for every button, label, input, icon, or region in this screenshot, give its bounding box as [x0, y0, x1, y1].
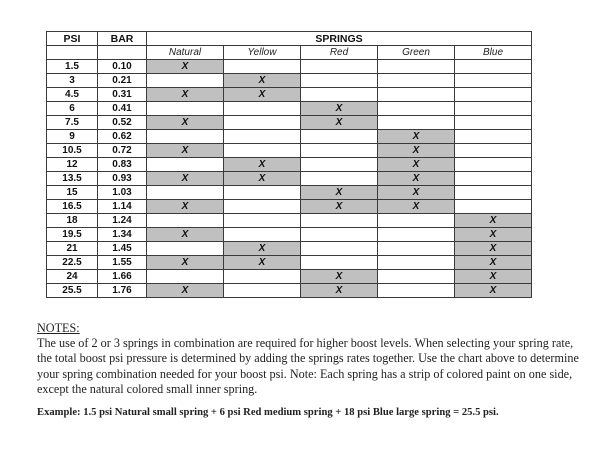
psi-cell: 19.5 — [47, 228, 98, 242]
bar-cell: 0.41 — [98, 102, 147, 116]
spring-blue-cell — [455, 158, 532, 172]
spring-natural-cell — [147, 130, 224, 144]
spring-green-header: Green — [378, 46, 455, 60]
spring-blue-cell — [455, 102, 532, 116]
table-row — [47, 214, 532, 228]
spring-yellow-cell — [224, 200, 301, 214]
spring-red-cell — [301, 228, 378, 242]
spring-green-cell — [378, 60, 455, 74]
spring-red-cell — [301, 158, 378, 172]
table-row — [47, 200, 532, 214]
spring-green-cell: X — [378, 130, 455, 144]
table-row — [47, 116, 532, 130]
spring-green-cell — [378, 74, 455, 88]
bar-subheader-blank — [98, 46, 147, 60]
psi-header: PSI — [47, 32, 98, 46]
spring-blue-cell — [455, 74, 532, 88]
bar-cell: 1.66 — [98, 270, 147, 284]
spring-natural-cell: X — [147, 228, 224, 242]
spring-blue-cell — [455, 186, 532, 200]
bar-cell: 1.45 — [98, 242, 147, 256]
spring-yellow-cell: X — [224, 256, 301, 270]
spring-green-cell — [378, 270, 455, 284]
spring-red-cell — [301, 60, 378, 74]
spring-blue-cell: X — [455, 228, 532, 242]
spring-yellow-cell — [224, 144, 301, 158]
bar-cell: 1.03 — [98, 186, 147, 200]
table-row — [47, 144, 532, 158]
notes-section — [37, 321, 582, 420]
spring-blue-cell: X — [455, 242, 532, 256]
bar-cell: 0.21 — [98, 74, 147, 88]
spring-red-cell — [301, 256, 378, 270]
spring-red-cell — [301, 214, 378, 228]
spring-blue-header: Blue — [455, 46, 532, 60]
spring-green-cell: X — [378, 200, 455, 214]
spring-natural-header: Natural — [147, 46, 224, 60]
spring-green-cell — [378, 88, 455, 102]
spring-green-cell — [378, 102, 455, 116]
spring-blue-cell — [455, 130, 532, 144]
spring-blue-cell — [455, 60, 532, 74]
spring-red-cell: X — [301, 270, 378, 284]
table-body — [47, 60, 532, 298]
psi-cell: 3 — [47, 74, 98, 88]
psi-cell: 1.5 — [47, 60, 98, 74]
table-row — [47, 284, 532, 298]
psi-cell: 24 — [47, 270, 98, 284]
spring-yellow-header: Yellow — [224, 46, 301, 60]
spring-natural-cell: X — [147, 144, 224, 158]
spring-natural-cell — [147, 158, 224, 172]
bar-cell: 1.14 — [98, 200, 147, 214]
table-row — [47, 74, 532, 88]
table-row — [47, 158, 532, 172]
table-row — [47, 186, 532, 200]
spring-natural-cell: X — [147, 60, 224, 74]
spring-natural-cell: X — [147, 116, 224, 130]
spring-natural-cell — [147, 186, 224, 200]
spring-green-cell: X — [378, 186, 455, 200]
spring-red-cell: X — [301, 200, 378, 214]
spring-yellow-cell — [224, 270, 301, 284]
psi-cell: 21 — [47, 242, 98, 256]
psi-cell: 22.5 — [47, 256, 98, 270]
table-row — [47, 102, 532, 116]
psi-subheader-blank — [47, 46, 98, 60]
table-row — [47, 172, 532, 186]
spring-green-cell: X — [378, 172, 455, 186]
bar-header: BAR — [98, 32, 147, 46]
spring-yellow-cell — [224, 130, 301, 144]
header-row — [47, 32, 532, 46]
bar-cell: 1.76 — [98, 284, 147, 298]
spring-yellow-cell: X — [224, 158, 301, 172]
spring-natural-cell: X — [147, 284, 224, 298]
spring-combination-table — [46, 31, 532, 298]
spring-yellow-cell: X — [224, 242, 301, 256]
spring-red-cell — [301, 130, 378, 144]
bar-cell: 0.31 — [98, 88, 147, 102]
spring-red-cell: X — [301, 284, 378, 298]
spring-red-header: Red — [301, 46, 378, 60]
bar-cell: 0.93 — [98, 172, 147, 186]
spring-yellow-cell — [224, 284, 301, 298]
notes-body: The use of 2 or 3 springs in combination are required for higher boost levels. When selecting your spring rate, the total boost psi pressure is determined by adding the springs rates together. Use the chart above to determine your spring combination needed for your boost psi. Note: Each spring has a strip of colored paint on one side, except the natural colored small inner spring. — [37, 336, 579, 396]
bar-cell: 1.34 — [98, 228, 147, 242]
spring-blue-cell: X — [455, 214, 532, 228]
spring-red-cell — [301, 242, 378, 256]
bar-cell: 0.62 — [98, 130, 147, 144]
table-row — [47, 242, 532, 256]
spring-blue-cell — [455, 116, 532, 130]
bar-cell: 0.72 — [98, 144, 147, 158]
table-row — [47, 256, 532, 270]
spring-natural-cell — [147, 270, 224, 284]
spring-yellow-cell: X — [224, 172, 301, 186]
spring-red-cell — [301, 144, 378, 158]
table-row — [47, 270, 532, 284]
spring-yellow-cell — [224, 214, 301, 228]
psi-cell: 7.5 — [47, 116, 98, 130]
bar-cell: 0.10 — [98, 60, 147, 74]
psi-cell: 6 — [47, 102, 98, 116]
table-row — [47, 88, 532, 102]
spring-red-cell: X — [301, 116, 378, 130]
psi-cell: 25.5 — [47, 284, 98, 298]
spring-blue-cell — [455, 172, 532, 186]
psi-cell: 12 — [47, 158, 98, 172]
spring-yellow-cell — [224, 186, 301, 200]
psi-cell: 9 — [47, 130, 98, 144]
spring-blue-cell: X — [455, 270, 532, 284]
psi-cell: 15 — [47, 186, 98, 200]
spring-red-cell: X — [301, 186, 378, 200]
spring-green-cell — [378, 242, 455, 256]
bar-cell: 0.52 — [98, 116, 147, 130]
table-row — [47, 228, 532, 242]
spring-yellow-cell — [224, 228, 301, 242]
spring-yellow-cell — [224, 116, 301, 130]
table-row — [47, 60, 532, 74]
spring-red-cell: X — [301, 102, 378, 116]
spring-red-cell — [301, 88, 378, 102]
spring-blue-cell: X — [455, 284, 532, 298]
spring-natural-cell — [147, 214, 224, 228]
bar-cell: 1.55 — [98, 256, 147, 270]
spring-yellow-cell: X — [224, 74, 301, 88]
spring-blue-cell — [455, 88, 532, 102]
spring-red-cell — [301, 74, 378, 88]
spring-blue-cell — [455, 200, 532, 214]
psi-cell: 16.5 — [47, 200, 98, 214]
springs-header: SPRINGS — [147, 32, 532, 46]
spring-green-cell — [378, 228, 455, 242]
spring-natural-cell — [147, 242, 224, 256]
psi-cell: 18 — [47, 214, 98, 228]
notes-example: Example: 1.5 psi Natural small spring + 6 psi Red medium spring + 18 psi Blue large spring = 25.5 psi. — [37, 407, 499, 419]
spring-yellow-cell — [224, 60, 301, 74]
bar-cell: 1.24 — [98, 214, 147, 228]
spring-natural-cell — [147, 74, 224, 88]
table-row — [47, 130, 532, 144]
spring-green-cell: X — [378, 158, 455, 172]
psi-cell: 13.5 — [47, 172, 98, 186]
spring-yellow-cell: X — [224, 88, 301, 102]
spring-yellow-cell — [224, 102, 301, 116]
spring-blue-cell — [455, 144, 532, 158]
spring-green-cell — [378, 284, 455, 298]
spring-red-cell — [301, 172, 378, 186]
spring-natural-cell — [147, 102, 224, 116]
spring-names-row — [47, 46, 532, 60]
bar-cell: 0.83 — [98, 158, 147, 172]
spring-green-cell — [378, 116, 455, 130]
spring-natural-cell: X — [147, 256, 224, 270]
spring-green-cell: X — [378, 144, 455, 158]
spring-natural-cell: X — [147, 200, 224, 214]
psi-cell: 10.5 — [47, 144, 98, 158]
spring-green-cell — [378, 256, 455, 270]
spring-green-cell — [378, 214, 455, 228]
spring-natural-cell: X — [147, 88, 224, 102]
psi-cell: 4.5 — [47, 88, 98, 102]
spring-blue-cell: X — [455, 256, 532, 270]
spring-natural-cell: X — [147, 172, 224, 186]
notes-title: NOTES: — [37, 321, 80, 335]
